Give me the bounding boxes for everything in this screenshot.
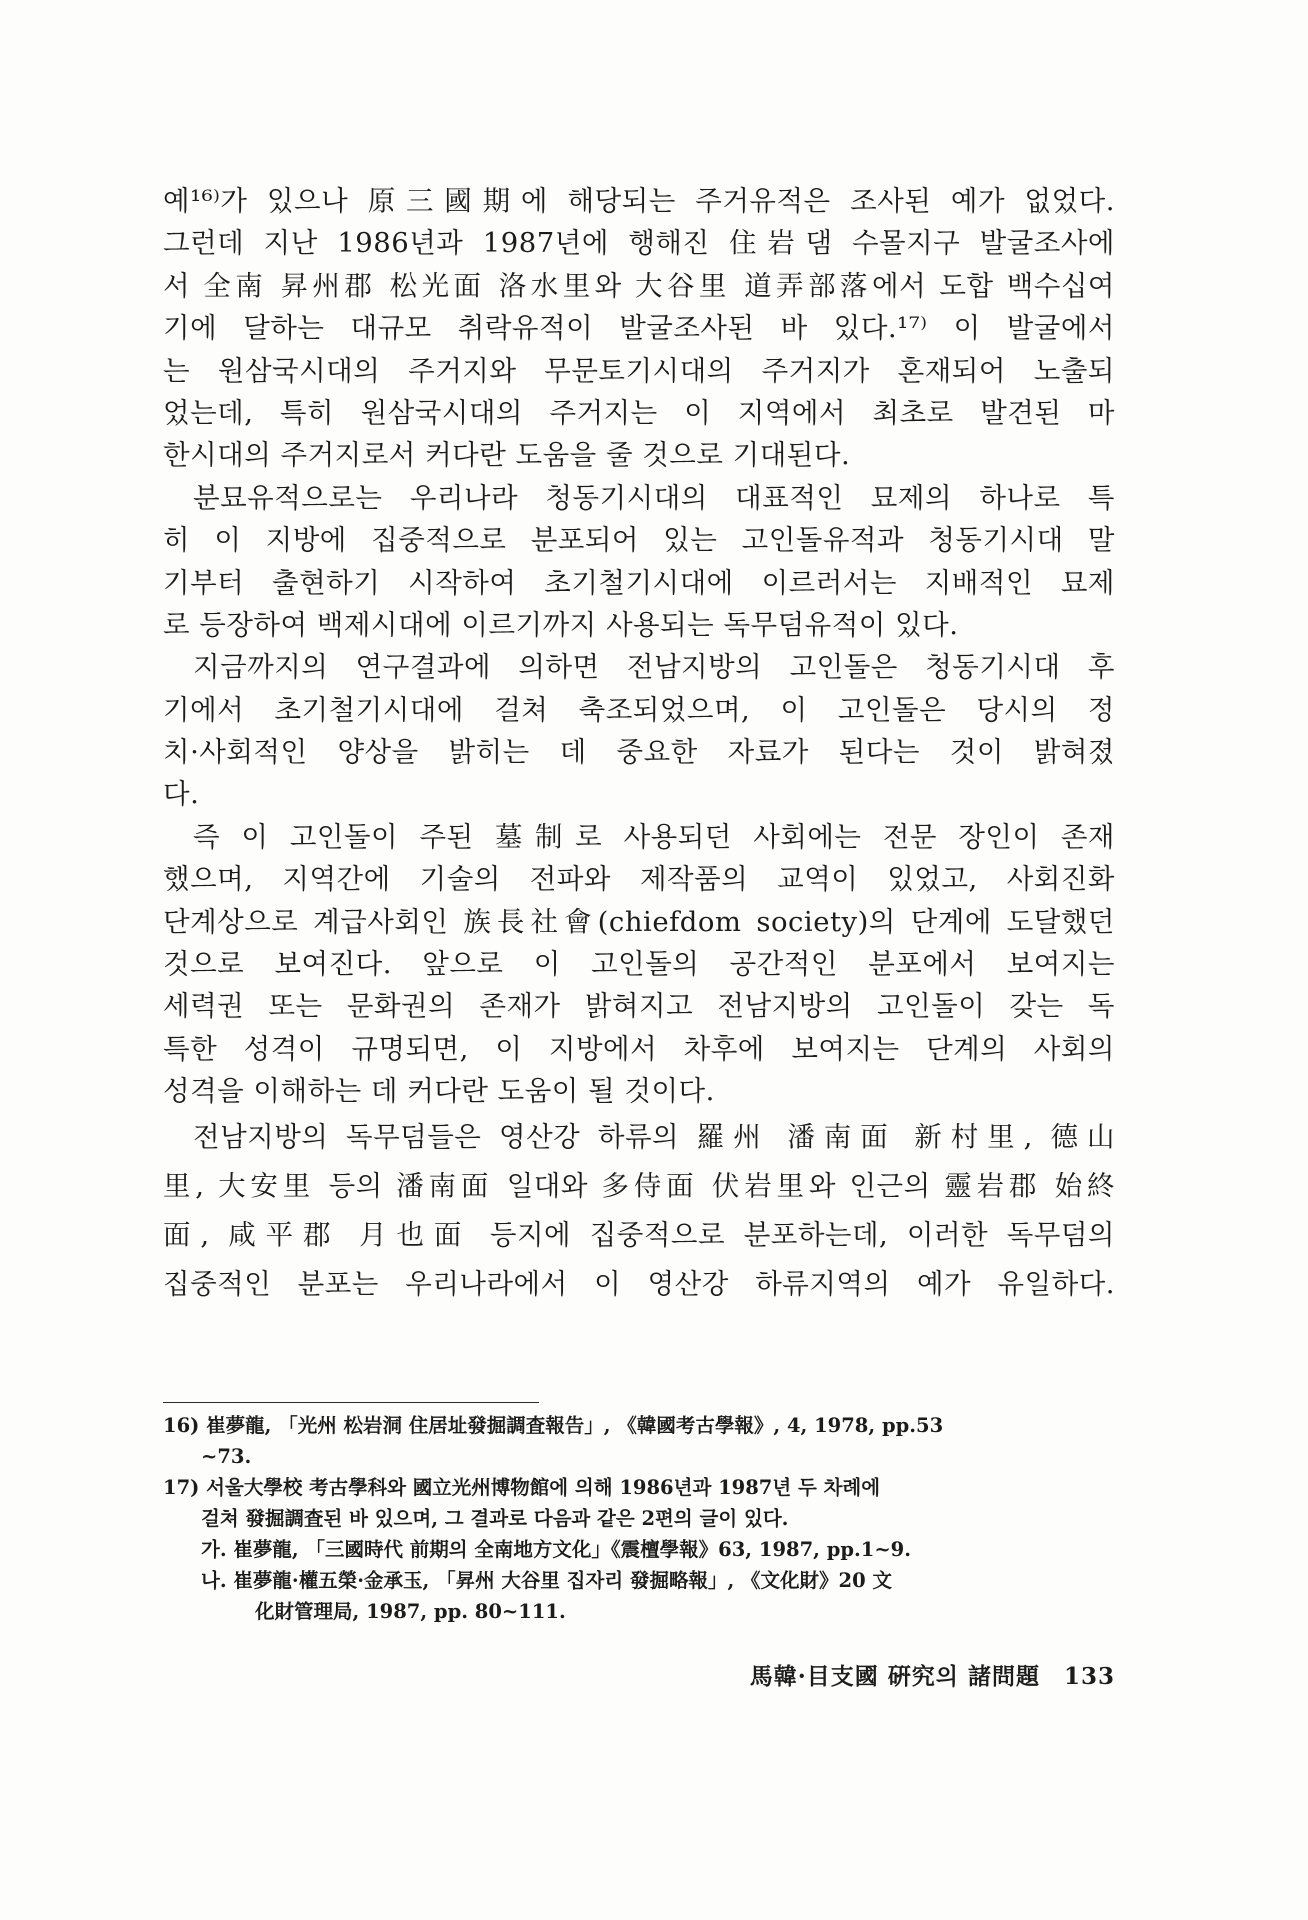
- footnote-divider: [163, 1402, 539, 1403]
- running-footer: [750, 1658, 1115, 1691]
- footnote-17-cont: 걸쳐 發掘調査된 바 있으며, 그 결과로 다음과 같은 2편의 글이 있다.: [201, 1507, 789, 1530]
- body-line: 전남지방의 독무덤들은 영산강 하류의 羅州 潘南面 新村里, 德山: [193, 1120, 1115, 1153]
- body-line: 단계상으로 계급사회인 族長社會(chiefdom society)의 단계에 도달했던: [163, 905, 1115, 938]
- body-line: 로 등장하여 백제시대에 이르기까지 사용되는 독무덤유적이 있다.: [163, 608, 959, 641]
- body-line: 성격을 이해하는 데 커다란 도움이 될 것이다.: [163, 1075, 715, 1108]
- body-line: 했으며, 지역간에 기술의 전파와 제작품의 교역이 있었고, 사회진화: [163, 863, 1115, 896]
- footnote-17-item-b-cont: 化財管理局, 1987, pp. 80~111.: [255, 1600, 566, 1623]
- body-line: 었는데, 특히 원삼국시대의 주거지는 이 지역에서 최초로 발견된 마: [163, 396, 1115, 429]
- body-text: [163, 180, 1115, 1309]
- body-line: 집중적인 분포는 우리나라에서 이 영산강 하류지역의 예가 유일하다.: [163, 1267, 1115, 1300]
- body-line: 서 全南 昇州郡 松光面 洛水里와 大谷里 道弄部落에서 도합 백수십여: [163, 269, 1115, 302]
- body-line: 예¹⁶⁾가 있으나 原三國期에 해당되는 주거유적은 조사된 예가 없었다.: [163, 185, 1115, 217]
- body-line: 치·사회적인 양상을 밝히는 데 중요한 자료가 된다는 것이 밝혀졌: [163, 736, 1115, 769]
- footnote-17: 17) 서울大學校 考古學科와 國立光州博物館에 의해 1986년과 1987년 두 차례에: [163, 1476, 881, 1499]
- body-line: 히 이 지방에 집중적으로 분포되어 있는 고인돌유적과 청동기시대 말: [163, 524, 1115, 557]
- footnote-16: 16) 崔夢龍, 「光州 松岩洞 住居址發掘調査報告」, 《韓國考古學報》, 4, 1978, pp.53: [163, 1414, 944, 1437]
- body-line: 세력권 또는 문화권의 존재가 밝혀지고 전남지방의 고인돌이 갖는 독: [163, 990, 1115, 1023]
- body-line: 는 원삼국시대의 주거지와 무문토기시대의 주거지가 혼재되어 노출되: [163, 354, 1115, 387]
- body-line: 그런데 지난 1986년과 1987년에 행해진 住岩댐 수몰지구 발굴조사에: [163, 227, 1115, 260]
- running-footer-title: 馬韓·目支國 硏究의 諸問題: [749, 1663, 1040, 1690]
- body-line: 기에 달하는 대규모 취락유적이 발굴조사된 바 있다.¹⁷⁾ 이 발굴에서: [163, 312, 1115, 345]
- footnote-17-item-a: 가. 崔夢龍, 「三國時代 前期의 全南地方文化」《震檀學報》63, 1987, pp.1~9.: [201, 1538, 912, 1561]
- footnote-16-cont: ~73.: [201, 1445, 252, 1468]
- body-line: 面, 咸平郡 月也面 등지에 집중적으로 분포하는데, 이러한 독무덤의: [163, 1218, 1115, 1251]
- body-line: 지금까지의 연구결과에 의하면 전남지방의 고인돌은 청동기시대 후: [193, 651, 1115, 684]
- body-line: 분묘유적으로는 우리나라 청동기시대의 대표적인 묘제의 하나로 특: [193, 481, 1115, 514]
- body-line: 다.: [163, 778, 200, 811]
- body-line: 里, 大安里 등의 潘南面 일대와 多侍面 伏岩里와 인근의 靈岩郡 始終: [163, 1169, 1115, 1202]
- body-line: 기부터 출현하기 시작하여 초기철기시대에 이르러서는 지배적인 묘제: [163, 566, 1115, 599]
- body-line: 한시대의 주거지로서 커다란 도움을 줄 것으로 기대된다.: [163, 439, 851, 472]
- body-line: 즉 이 고인돌이 주된 墓制로 사용되던 사회에는 전문 장인이 존재: [193, 820, 1115, 853]
- page-number: 133: [1063, 1663, 1115, 1690]
- footnotes: [163, 1410, 1113, 1627]
- footnote-17-item-b: 나. 崔夢龍·權五榮·金承玉, 「昇州 大谷里 집자리 發掘略報」, 《文化財》20 文: [201, 1569, 892, 1592]
- body-line: 기에서 초기철기시대에 걸쳐 축조되었으며, 이 고인돌은 당시의 정: [163, 693, 1115, 726]
- body-line: 특한 성격이 규명되면, 이 지방에서 차후에 보여지는 단계의 사회의: [163, 1032, 1115, 1065]
- body-line: 것으로 보여진다. 앞으로 이 고인돌의 공간적인 분포에서 보여지는: [163, 948, 1115, 981]
